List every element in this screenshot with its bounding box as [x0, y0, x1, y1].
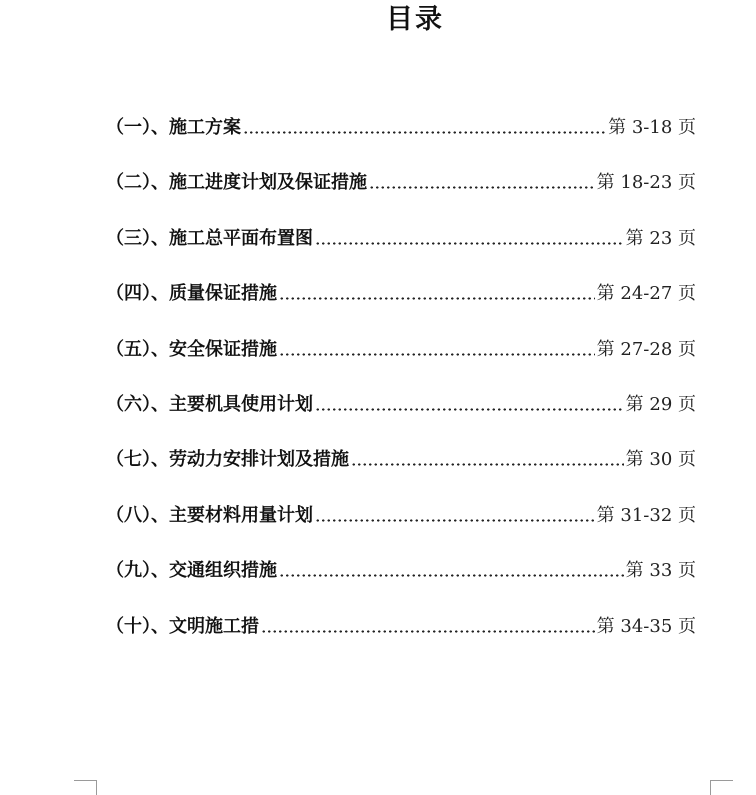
- toc-entry: [106, 612, 696, 667]
- page-title: 目录: [386, 4, 444, 35]
- toc-entry-number: （六）、: [106, 393, 169, 415]
- toc-entry-title: 安全保证措施: [169, 338, 277, 360]
- toc-entry-number: （七）、: [106, 449, 169, 471]
- toc-entry-title: 施工总平面布置图: [169, 227, 313, 249]
- toc-entry: [106, 501, 696, 556]
- toc-entry-title: 施工进度计划及保证措施: [169, 172, 367, 194]
- toc-entry: [106, 335, 696, 390]
- toc-leader-dots: [279, 556, 624, 586]
- toc-entry-number: （四）、: [106, 283, 169, 305]
- toc-entry-number: （二）、: [106, 172, 169, 194]
- toc-entry-number: （三）、: [106, 227, 169, 249]
- toc-entry-title: 劳动力安排计划及措施: [169, 449, 349, 471]
- page-corner-marker-left: [74, 780, 97, 795]
- toc-entry-title: 交通组织措施: [169, 560, 277, 582]
- toc-entry: [106, 390, 696, 445]
- toc-entry: [106, 224, 696, 279]
- toc-leader-dots: [369, 168, 595, 198]
- table-of-contents: [106, 113, 696, 667]
- toc-entry-page: 第 18-23 页: [596, 172, 696, 194]
- toc-entry: [106, 279, 696, 334]
- toc-entry-page: 第 31-32 页: [596, 504, 696, 526]
- toc-entry-title: 质量保证措施: [169, 283, 277, 305]
- toc-leader-dots: [279, 279, 595, 309]
- toc-entry-title: 文明施工措: [169, 615, 259, 637]
- toc-leader-dots: [279, 335, 595, 365]
- toc-entry-number: （八）、: [106, 504, 169, 526]
- toc-entry-page: 第 3-18 页: [608, 117, 696, 138]
- toc-entry-number: （一）、: [106, 117, 169, 138]
- toc-entry-page: 第 24-27 页: [596, 283, 696, 305]
- toc-entry-page: 第 34-35 页: [596, 615, 696, 637]
- toc-entry: [106, 113, 696, 168]
- toc-entry-title: 施工方案: [169, 117, 241, 138]
- toc-entry-page: 第 23 页: [625, 227, 696, 249]
- toc-entry: [106, 168, 696, 223]
- toc-entry: [106, 556, 696, 611]
- page-corner-marker-right: [710, 780, 733, 795]
- toc-entry-number: （十）、: [106, 615, 169, 637]
- toc-leader-dots: [315, 390, 624, 420]
- toc-entry-page: 第 33 页: [625, 560, 696, 582]
- toc-entry-page: 第 29 页: [625, 393, 696, 415]
- toc-leader-dots: [243, 113, 606, 143]
- toc-entry-number: （九）、: [106, 560, 169, 582]
- toc-leader-dots: [315, 224, 624, 254]
- toc-entry-title: 主要机具使用计划: [169, 393, 313, 415]
- toc-entry-title: 主要材料用量计划: [169, 504, 313, 526]
- toc-leader-dots: [261, 612, 595, 642]
- toc-entry-number: （五）、: [106, 338, 169, 360]
- toc-leader-dots: [351, 445, 624, 475]
- toc-entry-page: 第 27-28 页: [596, 338, 696, 360]
- toc-leader-dots: [315, 501, 595, 531]
- toc-entry-page: 第 30 页: [625, 449, 696, 471]
- toc-entry: [106, 445, 696, 500]
